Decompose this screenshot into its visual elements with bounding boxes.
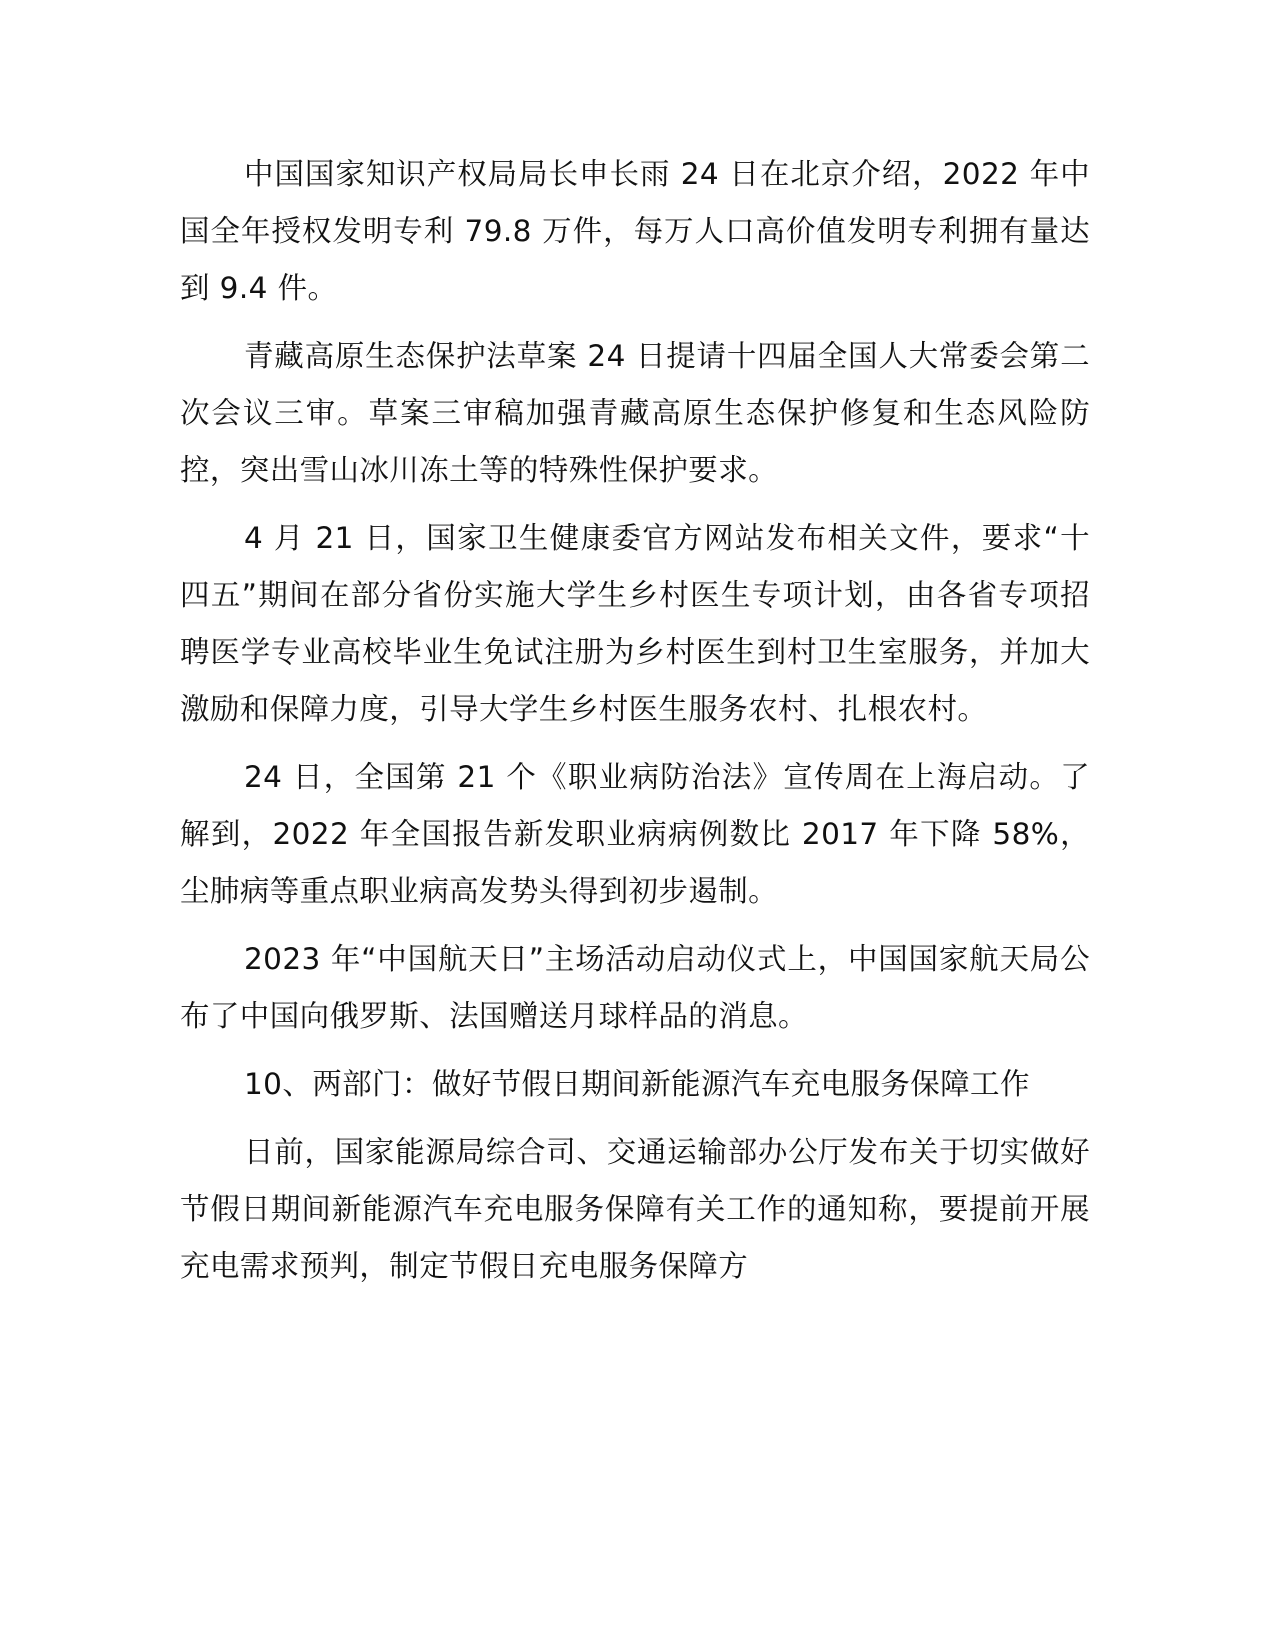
paragraph-ev-charging: 日前，国家能源局综合司、交通运输部办公厅发布关于切实做好节假日期间新能源汽车充电服务保障有关工作的通知称，要提前开展充电需求预判，制定节假日充电服务保障方: [180, 1135, 1090, 1283]
section-heading: 10、两部门：做好节假日期间新能源汽车充电服务保障工作: [244, 1067, 1030, 1101]
paragraph-space-day: 2023 年“中国航天日”主场活动启动仪式上，中国国家航天局公布了中国向俄罗斯、法国赠送月球样品的消息。: [180, 942, 1090, 1033]
paragraph-rural-doctors: 4 月 21 日，国家卫生健康委官方网站发布相关文件，要求“十四五”期间在部分省份实施大学生乡村医生专项计划，由各省专项招聘医学专业高校毕业生免试注册为乡村医生到村卫生室服务，并加大激励和保障力度，引导大学生乡村医生服务农村、扎根农村。: [180, 521, 1090, 726]
document-page: [180, 146, 1090, 1306]
paragraph-patents: 中国国家知识产权局局长申长雨 24 日在北京介绍，2022 年中国全年授权发明专利 79.8 万件，每万人口高价值发明专利拥有量达到 9.4 件。: [180, 157, 1090, 305]
paragraph-plateau-law: 青藏高原生态保护法草案 24 日提请十四届全国人大常委会第二次会议三审。草案三审稿加强青藏高原生态保护修复和生态风险防控，突出雪山冰川冻土等的特殊性保护要求。: [180, 339, 1090, 487]
paragraph-occupational-disease: 24 日，全国第 21 个《职业病防治法》宣传周在上海启动。了解到，2022 年全国报告新发职业病病例数比 2017 年下降 58%，尘肺病等重点职业病高发势头得到初步遏制。: [180, 760, 1090, 908]
